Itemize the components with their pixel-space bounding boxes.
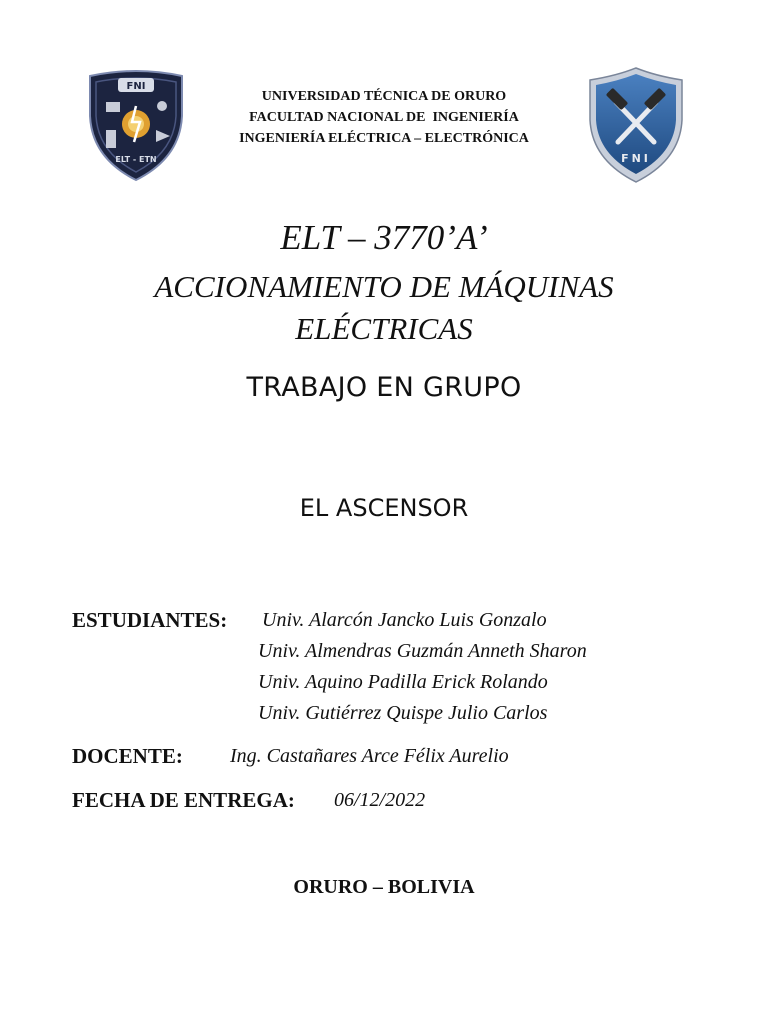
fni-logo [586,66,686,184]
department-name: INGENIERÍA ELÉCTRICA – ELECTRÓNICA [239,131,529,146]
teacher-name: Ing. Castañares Arce Félix Aurelio [230,745,509,767]
left-logo-bottom-text: ELT - ETN [115,155,157,164]
students-label: ESTUDIANTES: [72,608,228,632]
student-name: Univ. Alarcón Jancko Luis Gonzalo [262,609,547,631]
right-logo-text: FNI [621,152,651,165]
faculty-name: FACULTAD NACIONAL DE INGENIERÍA [249,110,519,125]
course-title-line1: ACCIONAMIENTO DE MÁQUINAS [154,269,614,304]
course-code: ELT – 3770’A’ [280,218,488,257]
location: ORURO – BOLIVIA [293,876,475,898]
student-name: Univ. Almendras Guzmán Anneth Sharon [258,640,587,662]
student-name: Univ. Gutiérrez Quispe Julio Carlos [258,702,548,724]
topic-title: EL ASCENSOR [299,494,469,522]
student-name: Univ. Aquino Padilla Erick Rolando [258,671,548,693]
teacher-label: DOCENTE: [72,744,183,768]
work-type: TRABAJO EN GRUPO [246,372,522,403]
university-name: UNIVERSIDAD TÉCNICA DE ORURO [261,89,507,104]
fni-hammers-shield-icon [586,66,686,184]
course-title [0,266,768,350]
course-title-line2: ELÉCTRICAS [295,311,473,346]
delivery-date-label: FECHA DE ENTREGA: [72,788,295,812]
delivery-date: 06/12/2022 [334,789,426,811]
left-logo-top-text: FNI [126,81,146,92]
